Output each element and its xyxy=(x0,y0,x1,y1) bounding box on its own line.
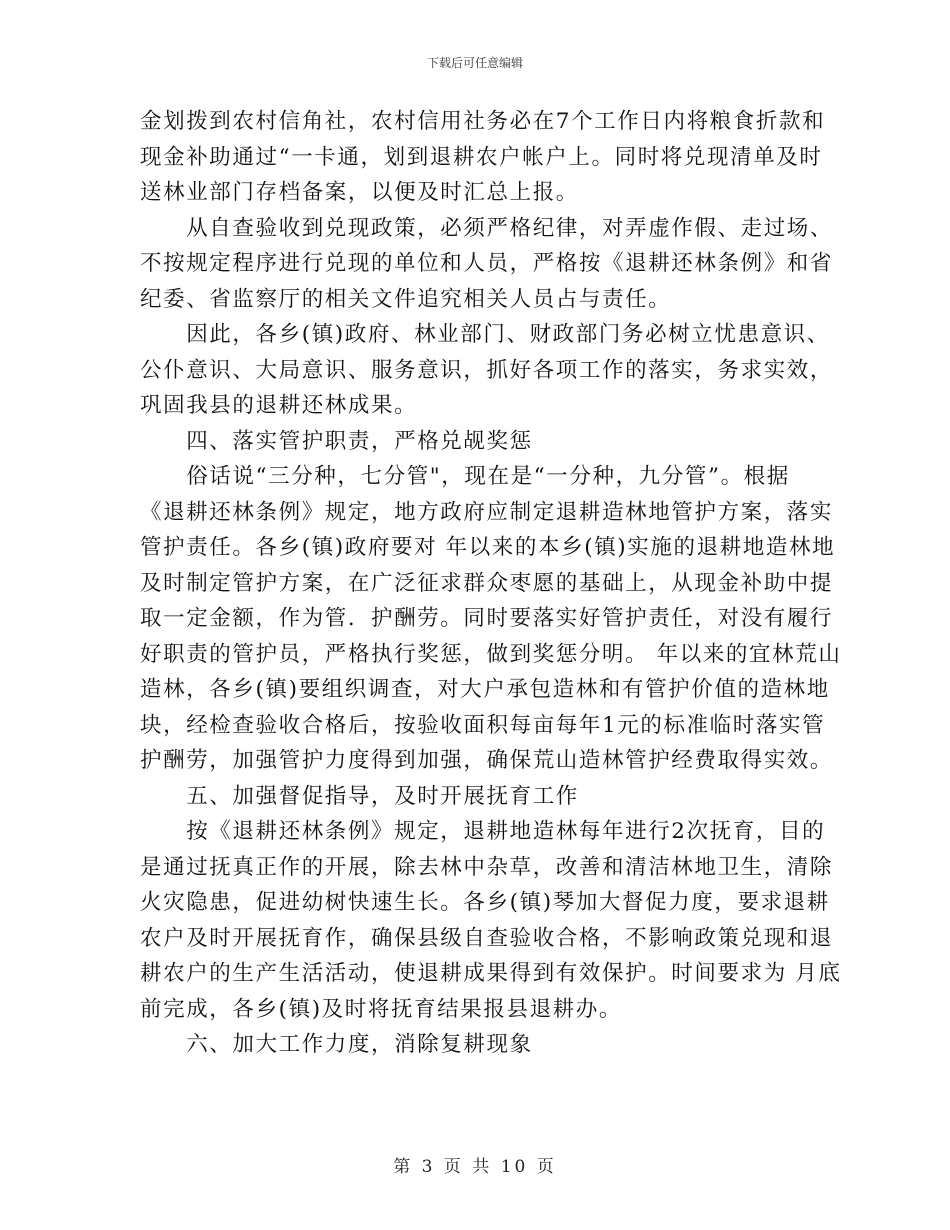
section-heading: 四、落实管护职责，严格兑觇奖惩 xyxy=(140,428,533,454)
text-line: 俗话说“三分种，七分管"，现在是“一分种，九分管”。根据 xyxy=(140,464,790,489)
text-line: 护酬劳，加强管护力度得到加强，确保荒山造林管护经费取得实效。 xyxy=(140,748,834,773)
text-line: 块，经检查验收合格后，按验收面积每亩每年1元的标准临时落实管 xyxy=(140,712,826,738)
text-line: 因此，各乡(镇)政府、林业部门、财政部门务必树立忧患意识、 xyxy=(140,322,830,347)
text-line: 管护责任。各乡(镇)政府要对 年以来的本乡(镇)实施的退耕地造林地 xyxy=(140,535,836,560)
text-line: 是通过抚真正作的开展，除去林中杂草，改善和清洁林地卫生，清除 xyxy=(140,854,834,880)
text-line: 火灾隐患，促进幼树快速生长。各乡(镇)琴加大督促力度，要求退耕 xyxy=(140,890,830,915)
text-line: 公仆意识、大局意识、服务意识，抓好各项工作的落实，务求实效， xyxy=(140,357,834,383)
text-line: 耕农户的生产生活活动，使退耕成果得到有效保护。时间要求为 月底 xyxy=(140,961,842,986)
text-line: 造林，各乡(镇)要组织调查，对大户承包造林和有管护价值的造林地 xyxy=(140,677,830,702)
text-line: 取一定金额，作为管．护酬劳。同时要落实好管护责任，对没有履行 xyxy=(140,606,834,631)
text-line: 好职责的管护员，严格执行奖惩，做到奖惩分明。 年以来的宜林荒山 xyxy=(140,641,842,667)
text-line: 现金补助通过“一卡通，划到退耕农户帐户上。同时将兑现清单及时 xyxy=(140,144,823,170)
page-number-footer: 第 3 页 共 10 页 xyxy=(393,1157,557,1177)
text-line: 纪委、省监察厅的相关文件追究相关人员占与责任。 xyxy=(140,286,672,312)
text-line: 不按规定程序进行兑现的单位和人员，严格按《退耕还林条例》和省 xyxy=(140,251,834,276)
text-line: 按《退耕还林条例》规定，退耕地造林每年进行2次抚育，目的 xyxy=(140,819,826,844)
text-line: 农户及时开展抚育作，确保县级自查验收合格，不影响政策兑现和退 xyxy=(140,925,834,951)
section-heading: 五、加强督促指导，及时开展抚育工作 xyxy=(140,783,579,809)
text-line: 《退耕还林条例》规定，地方政府应制定退耕造林地管护方案，落实 xyxy=(140,499,834,525)
text-line: 送林业部门存档备案，以便及时汇总上报。 xyxy=(140,180,579,205)
text-line: 从自查验收到兑现政策，必须严格纪律，对弄虚作假、走过场、 xyxy=(140,215,834,241)
text-line: 金划拨到农村信角社，农村信用社务必在7个工作日内将粮食折款和 xyxy=(140,109,826,134)
document-body xyxy=(140,104,842,1063)
section-heading: 六、加大工作力度，消除复耕现象 xyxy=(140,1032,533,1057)
text-line: 巩固我县的退耕还林成果。 xyxy=(140,393,418,418)
text-line: 及时制定管护方案，在广泛征求群众枣愿的基础上，从现金补助中提 xyxy=(140,570,834,596)
text-line: 前完成，各乡(镇)及时将抚育结果报县退耕办。 xyxy=(140,996,622,1022)
page-header: 下载后可任意编辑 xyxy=(426,56,523,70)
